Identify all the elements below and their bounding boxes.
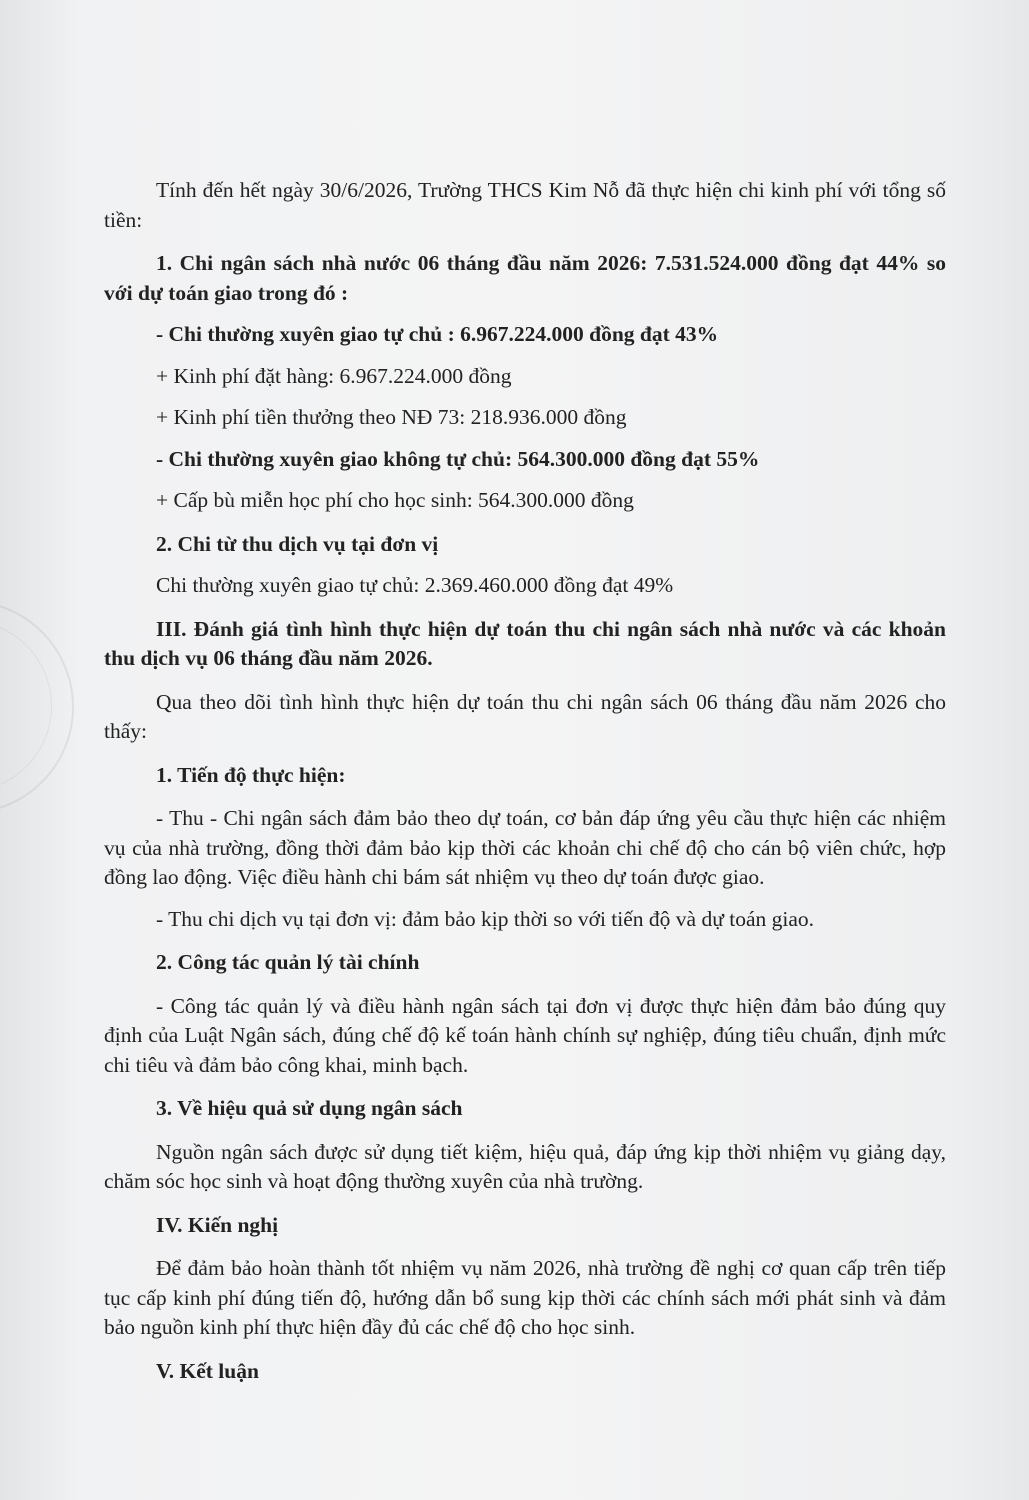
- service-spending-line: Chi thường xuyên giao tự chủ: 2.369.460.000 đồng đạt 49%: [156, 573, 674, 597]
- recommendations-paragraph: Để đảm bảo hoàn thành tốt nhiệm vụ năm 2026, nhà trường đề nghị cơ quan cấp trên tiếp tục cấp kinh phí đúng tiến độ, hướng dẫn bổ sung kịp thời các chính sách mới phát sinh và đảm bảo nguồn kinh phí thực hiện đầy đủ các chế độ cho học sinh.: [104, 1256, 946, 1339]
- intro-paragraph: Tính đến hết ngày 30/6/2026, Trường THCS Kim Nỗ đã thực hiện chi kinh phí với tổng số tiền:: [104, 178, 946, 232]
- progress-heading: 1. Tiến độ thực hiện:: [156, 762, 346, 787]
- regular-autonomous-spending: - Chi thường xuyên giao tự chủ : 6.967.224.000 đồng đạt 43%: [156, 322, 719, 346]
- finance-management-paragraph: - Công tác quản lý và điều hành ngân sách tại đơn vị được thực hiện đảm bảo đúng quy định của Luật Ngân sách, đúng chế độ kế toán hành chính sự nghiệp, đúng tiêu chuẩn, định mức chi tiêu và đảm bảo công khai, minh bạch.: [104, 993, 946, 1077]
- regular-non-autonomous-spending: - Chi thường xuyên giao không tự chủ: 564.300.000 đồng đạt 55%: [156, 446, 760, 471]
- order-funding-line: + Kinh phí đặt hàng: 6.967.224.000 đồng: [156, 363, 512, 388]
- budget-efficiency-paragraph: Nguồn ngân sách được sử dụng tiết kiệm, hiệu quả, đáp ứng kịp thời nhiệm vụ giảng dạy, chăm sóc học sinh và hoạt động thường xuyên của nhà trường.: [104, 1139, 946, 1193]
- section-1-heading: 1. Chi ngân sách nhà nước 06 tháng đầu năm 2026: 7.531.524.000 đồng đạt 44% so với dự toán giao trong đó :: [104, 251, 946, 305]
- tuition-compensation-line: + Cấp bù miễn học phí cho học sinh: 564.300.000 đồng: [156, 488, 634, 512]
- section-3-heading: III. Đánh giá tình hình thực hiện dự toán thu chi ngân sách nhà nước và các khoản thu dịch vụ 06 tháng đầu năm 2026.: [104, 616, 946, 670]
- progress-paragraph-1: - Thu - Chi ngân sách đảm bảo theo dự toán, cơ bản đáp ứng yêu cầu thực hiện các nhiệm vụ của nhà trường, đồng thời đảm bảo kịp thời các khoản chi chế độ cho cán bộ viên chức, hợp đồng lao động. Việc điều hành chi bám sát nhiệm vụ theo dự toán được giao.: [104, 806, 946, 889]
- document-body: [104, 176, 946, 1386]
- recommendations-heading: IV. Kiến nghị: [156, 1212, 279, 1237]
- bonus-funding-line: + Kinh phí tiền thưởng theo NĐ 73: 218.936.000 đồng: [156, 405, 627, 429]
- conclusion-heading: V. Kết luận: [156, 1358, 259, 1383]
- budget-efficiency-heading: 3. Về hiệu quả sử dụng ngân sách: [156, 1096, 463, 1120]
- section-3-intro: Qua theo dõi tình hình thực hiện dự toán thu chi ngân sách 06 tháng đầu năm 2026 cho thấy:: [104, 689, 946, 743]
- section-2-heading: 2. Chi từ thu dịch vụ tại đơn vị: [156, 531, 439, 556]
- progress-paragraph-2: - Thu chi dịch vụ tại đơn vị: đảm bảo kịp thời so với tiến độ và dự toán giao.: [156, 906, 815, 931]
- finance-management-heading: 2. Công tác quản lý tài chính: [156, 950, 420, 974]
